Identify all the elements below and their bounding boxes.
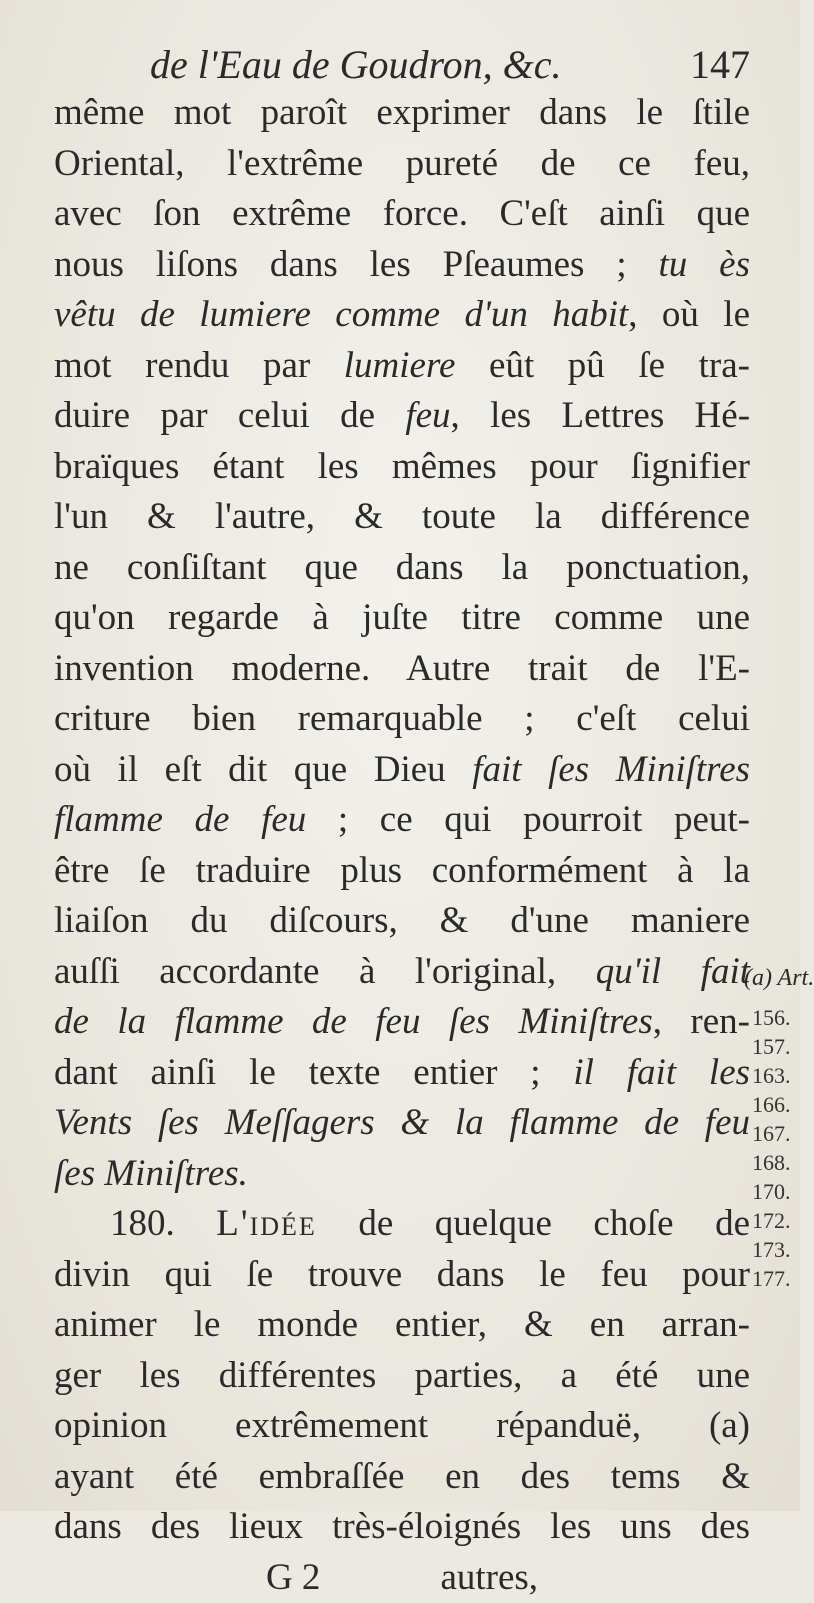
signature-mark: G 2 xyxy=(266,1557,320,1598)
text-segment: où il eſt dit que Dieu xyxy=(54,749,446,790)
margin-number: 163. xyxy=(752,1061,800,1090)
text-line xyxy=(54,1401,750,1452)
text-segment: mot rendu par xyxy=(54,345,310,386)
text-line xyxy=(54,240,750,291)
footnote-marker: (a) xyxy=(709,1405,750,1446)
text-segment: nous liſons dans les Pſeaumes ; xyxy=(54,244,627,285)
text-line xyxy=(54,1048,750,1099)
signature-line xyxy=(54,1553,750,1603)
text-segment: de quelque choſe de xyxy=(358,1203,750,1244)
text-line: Oriental, l'extrême pureté de ce feu, xyxy=(54,139,750,190)
margin-article-numbers xyxy=(752,1003,800,1293)
text-line: même mot paroît exprimer dans le ſtile xyxy=(54,88,750,139)
text-segment: opinion extrêmement répanduë, xyxy=(54,1405,641,1446)
text-line: l'un & l'autre, & toute la différence xyxy=(54,492,750,543)
italic-segment: ſes Miniſtres. xyxy=(54,1153,248,1194)
italic-segment: fait ſes Miniſtres xyxy=(472,749,750,790)
italic-segment: il fait les xyxy=(573,1052,750,1093)
text-segment: eût pû ſe tra- xyxy=(489,345,750,386)
text-line: ayant été embraſſée en des tems & xyxy=(54,1452,750,1503)
text-line xyxy=(54,795,750,846)
text-line: invention moderne. Autre trait de l'E- xyxy=(54,644,750,695)
text-line xyxy=(54,391,750,442)
italic-segment: de la flamme de feu ſes Miniſtres xyxy=(54,1001,653,1042)
paragraph-start-line xyxy=(54,1199,750,1250)
text-segment: auſſi accordante à l'original, xyxy=(54,951,556,992)
text-line xyxy=(54,341,750,392)
text-line: animer le monde entier, & en arran- xyxy=(54,1300,750,1351)
text-line: criture bien remarquable ; c'eſt celui xyxy=(54,694,750,745)
text-line xyxy=(54,997,750,1048)
italic-segment: feu xyxy=(405,395,450,436)
text-line: avec ſon extrême force. C'eſt ainſi que xyxy=(54,189,750,240)
text-line: être ſe traduire plus conformément à la xyxy=(54,846,750,897)
text-segment: dant ainſi le texte entier ; xyxy=(54,1052,541,1093)
page-header xyxy=(150,40,750,90)
margin-number: 167. xyxy=(752,1119,800,1148)
running-title: de l'Eau de Goudron, &c. xyxy=(150,40,561,90)
text-line xyxy=(54,1149,750,1200)
text-line xyxy=(54,947,750,998)
smallcaps-segment: L'idée xyxy=(216,1203,316,1244)
catchword: autres, xyxy=(440,1557,538,1598)
text-line: liaiſon du diſcours, & d'une maniere xyxy=(54,896,750,947)
text-line: divin qui ſe trouve dans le feu pour xyxy=(54,1250,750,1301)
text-line: qu'on regarde à juſte titre comme une xyxy=(54,593,750,644)
paragraph-number: 180. xyxy=(110,1203,175,1244)
margin-number: 157. xyxy=(752,1032,800,1061)
margin-number: 166. xyxy=(752,1090,800,1119)
text-line: braïques étant les mêmes pour ſignifier xyxy=(54,442,750,493)
text-line xyxy=(54,1098,750,1149)
text-line: ger les différentes parties, a été une xyxy=(54,1351,750,1402)
text-line xyxy=(54,745,750,796)
text-line: dans des lieux très-éloignés les uns des xyxy=(54,1502,750,1553)
margin-reference: (a) Art. xyxy=(744,965,814,992)
italic-segment: flamme de feu xyxy=(54,799,306,840)
margin-number: 177. xyxy=(752,1264,800,1293)
italic-segment: lumiere xyxy=(344,345,456,386)
text-line: ne conſiſtant que dans la ponctuation, xyxy=(54,543,750,594)
italic-segment: Vents ſes Meſſagers & la flamme de feu xyxy=(54,1102,750,1143)
margin-number: 173. xyxy=(752,1235,800,1264)
text-segment: , où le xyxy=(628,294,750,335)
margin-number: 168. xyxy=(752,1148,800,1177)
text-line xyxy=(54,290,750,341)
italic-segment: qu'il fait xyxy=(596,951,750,992)
page-number: 147 xyxy=(690,40,750,90)
margin-number: 172. xyxy=(752,1206,800,1235)
margin-number: 156. xyxy=(752,1003,800,1032)
body-text xyxy=(54,88,750,1603)
text-segment: , les Lettres Hé- xyxy=(451,395,750,436)
italic-segment: vêtu de lumiere comme d'un habit xyxy=(54,294,628,335)
margin-number: 170. xyxy=(752,1177,800,1206)
text-segment: , ren- xyxy=(653,1001,750,1042)
italic-segment: tu ès xyxy=(659,244,751,285)
text-segment: duire par celui de xyxy=(54,395,375,436)
text-segment: ; ce qui pourroit peut- xyxy=(338,799,750,840)
